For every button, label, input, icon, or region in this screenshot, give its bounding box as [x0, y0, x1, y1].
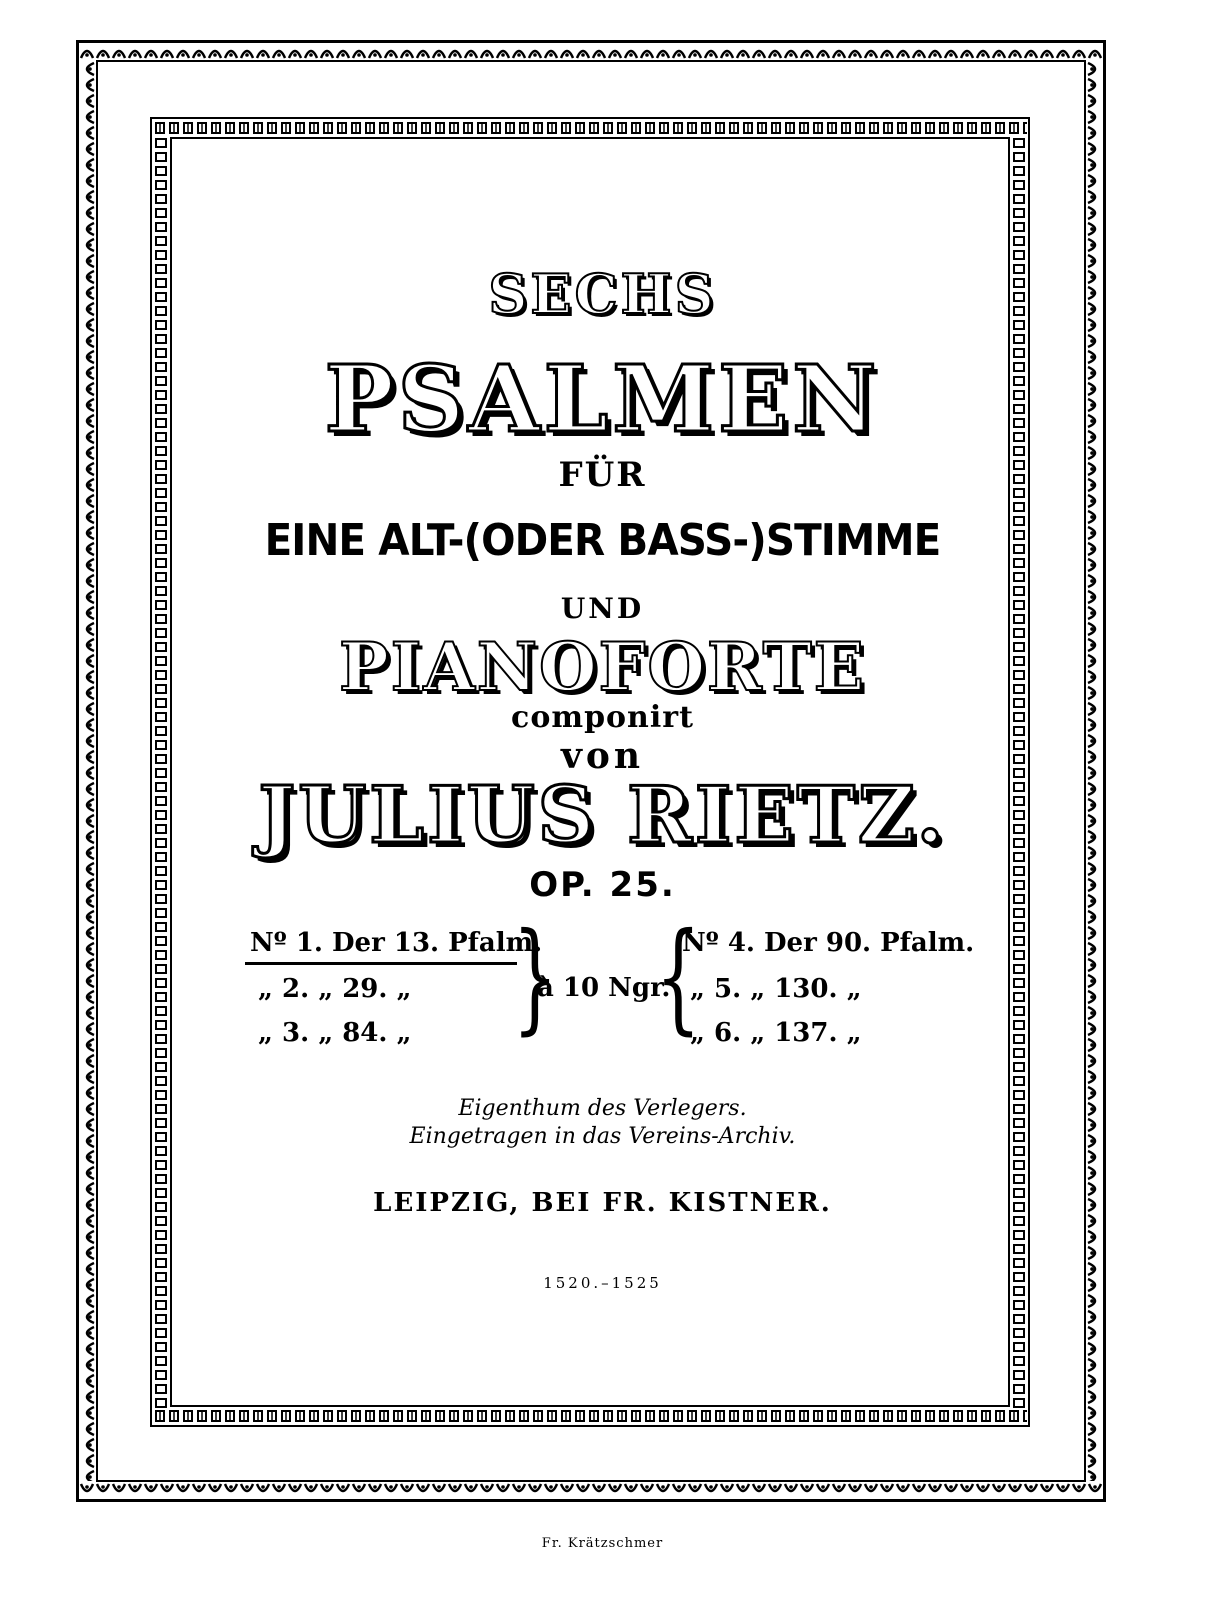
title-sechs: SECHS [488, 262, 717, 326]
work-item: „ 5. „ 130. „ [690, 974, 862, 1004]
title-und: UND [560, 592, 645, 625]
work-item: „ 2. „ 29. „ [258, 974, 412, 1004]
registration-notice: Eingetragen in das Vereins-Archiv. [409, 1124, 796, 1149]
plate-number: 1520.–1525 [543, 1274, 662, 1292]
inner-ornament-top [153, 120, 1027, 136]
composer-name: JULIUS RIETZ. [258, 770, 947, 861]
first-work-underline [245, 962, 517, 965]
title-voice: EINE ALT-(ODER BASS-)STIMME [264, 515, 941, 566]
price-label: à 10 Ngr. [537, 973, 671, 1003]
right-brace: { [655, 908, 702, 1047]
componirt-text: componirt [511, 700, 694, 735]
von-text: von [560, 735, 645, 777]
title-fur: FÜR [558, 455, 647, 495]
work-item: „ 3. „ 84. „ [258, 1018, 412, 1048]
work-item: „ 6. „ 137. „ [690, 1018, 862, 1048]
inner-ornament-bottom [153, 1408, 1027, 1424]
left-brace: } [512, 908, 559, 1047]
opus-number: OP. 25. [529, 865, 676, 905]
engraver-credit: Fr. Krätzschmer [541, 1536, 664, 1551]
ornament-band-top [79, 43, 1103, 61]
ownership-notice: Eigenthum des Verlegers. [458, 1096, 747, 1121]
title-pianoforte: PIANOFORTE [339, 628, 866, 706]
work-item: Nº 1. Der 13. Pfalm. [250, 928, 543, 958]
work-item: Nº 4. Der 90. Pfalm. [682, 928, 975, 958]
ornament-band-bottom [79, 1481, 1103, 1499]
publisher-line: LEIPZIG, BEI FR. KISTNER. [373, 1188, 832, 1218]
title-psalmen: PSALMEN [324, 345, 881, 453]
